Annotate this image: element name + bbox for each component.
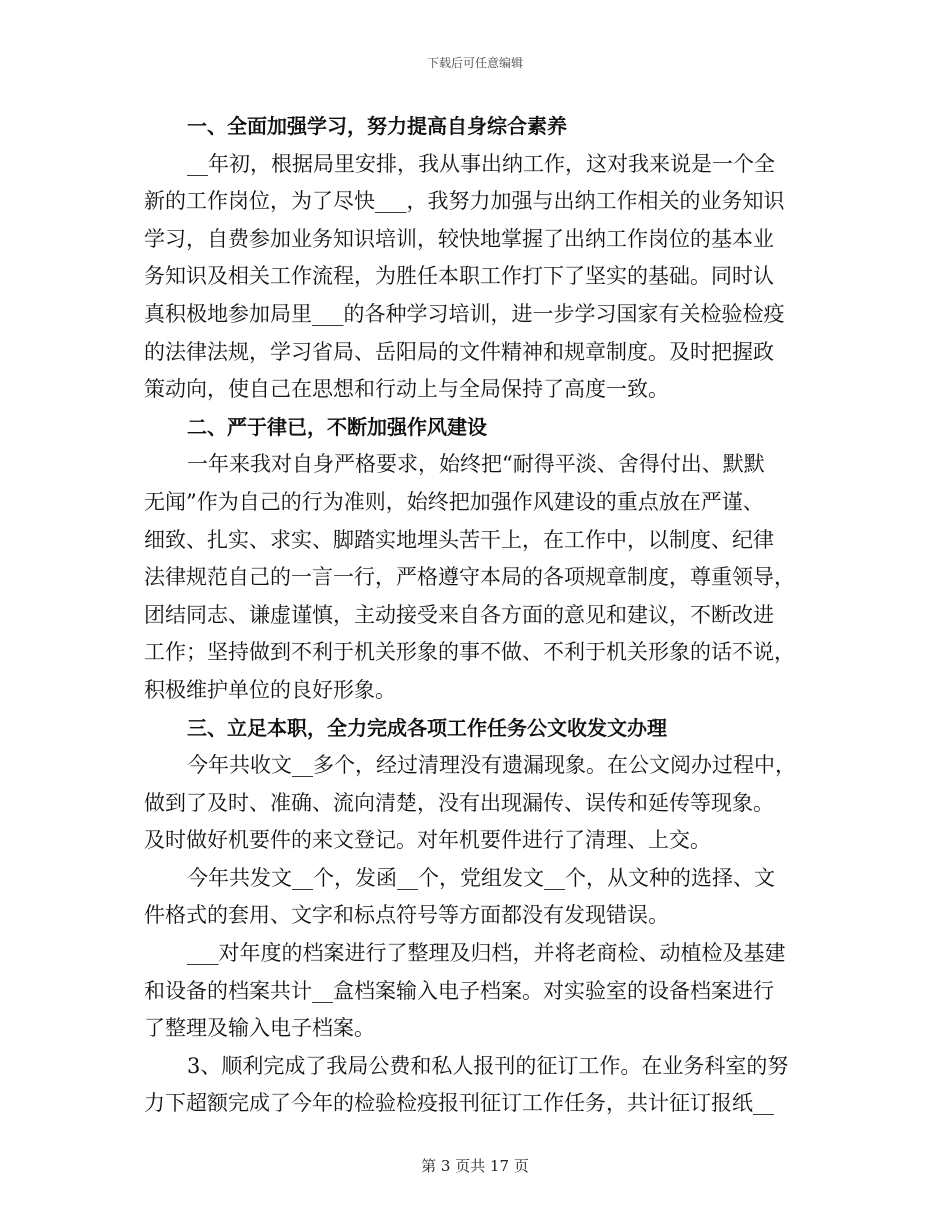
text-line: 及时做好机要件的来文登记。对年机要件进行了清理、上交。 [144, 828, 711, 853]
text-line: 了整理及输入电子档案。 [144, 1016, 375, 1041]
text-line: 积极维护单位的良好形象。 [144, 677, 396, 702]
text-line: 和设备的档案共计__盒档案输入电子档案。对实验室的设备档案进行 [144, 978, 774, 1003]
text-line: 今年共发文__个，发函__个，党组发文__个，从文种的选择、文 [187, 865, 775, 890]
header-note: 下载后可任意编辑 [426, 56, 523, 70]
text-line: __年初，根据局里安排，我从事出纳工作，这对我来说是一个全 [187, 151, 775, 176]
text-line: 今年共收文__多个，经过清理没有遗漏现象。在公文阅办过程中， [187, 753, 796, 778]
text-line: 的法律法规，学习省局、岳阳局的文件精神和规章制度。及时把握政 [144, 339, 774, 364]
text-line: 一年来我对自身严格要求，始终把“耐得平淡、舍得付出、默默 [187, 452, 765, 477]
section-heading: 一、全面加强学习，努力提高自身综合素养 [187, 114, 567, 138]
text-line: 做到了及时、准确、流向清楚，没有出现漏传、误传和延传等现象。 [144, 790, 774, 815]
page-number: 第 3 页共 17 页 [421, 1157, 529, 1175]
text-line: 新的工作岗位，为了尽快___，我努力加强与出纳工作相关的业务知识 [144, 189, 785, 214]
section-heading: 三、立足本职，全力完成各项工作任务公文收发文办理 [187, 715, 667, 740]
text-line: 法律规范自己的一言一行，严格遵守本局的各项规章制度，尊重领导， [144, 565, 795, 590]
document-body [144, 108, 808, 1123]
text-line: 细致、扎实、求实、脚踏实地埋头苦干上，在工作中，以制度、纪律 [144, 527, 774, 552]
text-line: 团结同志、谦虚谨慎，主动接受来自各方面的意见和建议，不断改进 [144, 602, 774, 627]
text-line: 务知识及相关工作流程，为胜任本职工作打下了坚实的基础。同时认 [144, 264, 774, 289]
section-heading: 二、严于律已，不断加强作风建设 [187, 414, 487, 439]
text-line: ___对年度的档案进行了整理及归档，并将老商检、动植检及基建 [187, 941, 786, 966]
text-line: 力下超额完成了今年的检验检疫报刊征订工作任务，共计征订报纸__ [144, 1091, 774, 1116]
text-line: 件格式的套用、文字和标点符号等方面都没有发现错误。 [144, 903, 669, 928]
text-line: 无闻”作为自己的行为准则，始终把加强作风建设的重点放在严谨、 [144, 489, 764, 514]
text-line: 策动向，使自己在思想和行动上与全局保持了高度一致。 [144, 377, 669, 402]
text-line: 工作；坚持做到不利于机关形象的事不做、不利于机关形象的话不说， [144, 640, 795, 665]
text-line: 3、顺利完成了我局公费和私人报刊的征订工作。在业务科室的努 [187, 1053, 789, 1078]
text-line: 真积极地参加局里___的各种学习培训，进一步学习国家有关检验检疫 [144, 301, 785, 326]
text-line: 学习，自费参加业务知识培训，较快地掌握了出纳工作岗位的基本业 [144, 226, 774, 251]
